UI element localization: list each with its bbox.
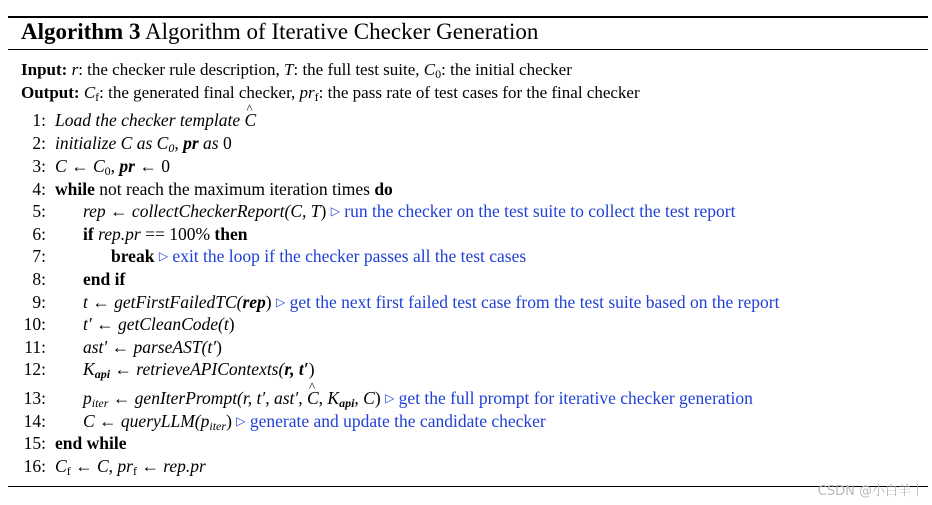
comment-marker-icon: ▷ — [275, 295, 286, 309]
comment-marker-icon: ▷ — [385, 391, 395, 405]
line-number: 1: — [32, 110, 46, 130]
output-line: Output: $C_f$: the generated final checker, $pr_f$: the pass rate of test cases for the final checker — [21, 83, 640, 104]
algorithm-title: Algorithm 3 Algorithm of Iterative Checker Generation — [21, 19, 539, 44]
watermark-text: CSDN @小白羊丨 — [817, 484, 924, 499]
line-comment: run the checker on the test suite to collect the test report — [344, 201, 736, 221]
comment-marker-icon: ▷ — [158, 249, 169, 263]
input-line: Input: r: the checker rule description, T: the full test suite, $C_0$: the initial checker — [21, 60, 572, 81]
comment-marker-icon: ▷ — [236, 414, 246, 428]
c-hat-symbol: C ^ — [245, 110, 257, 131]
top-rule — [8, 16, 928, 18]
bottom-rule — [8, 486, 928, 487]
c-hat-symbol: C ^ — [307, 388, 319, 409]
title-rule — [8, 49, 928, 50]
comment-marker-icon: ▷ — [330, 204, 340, 218]
